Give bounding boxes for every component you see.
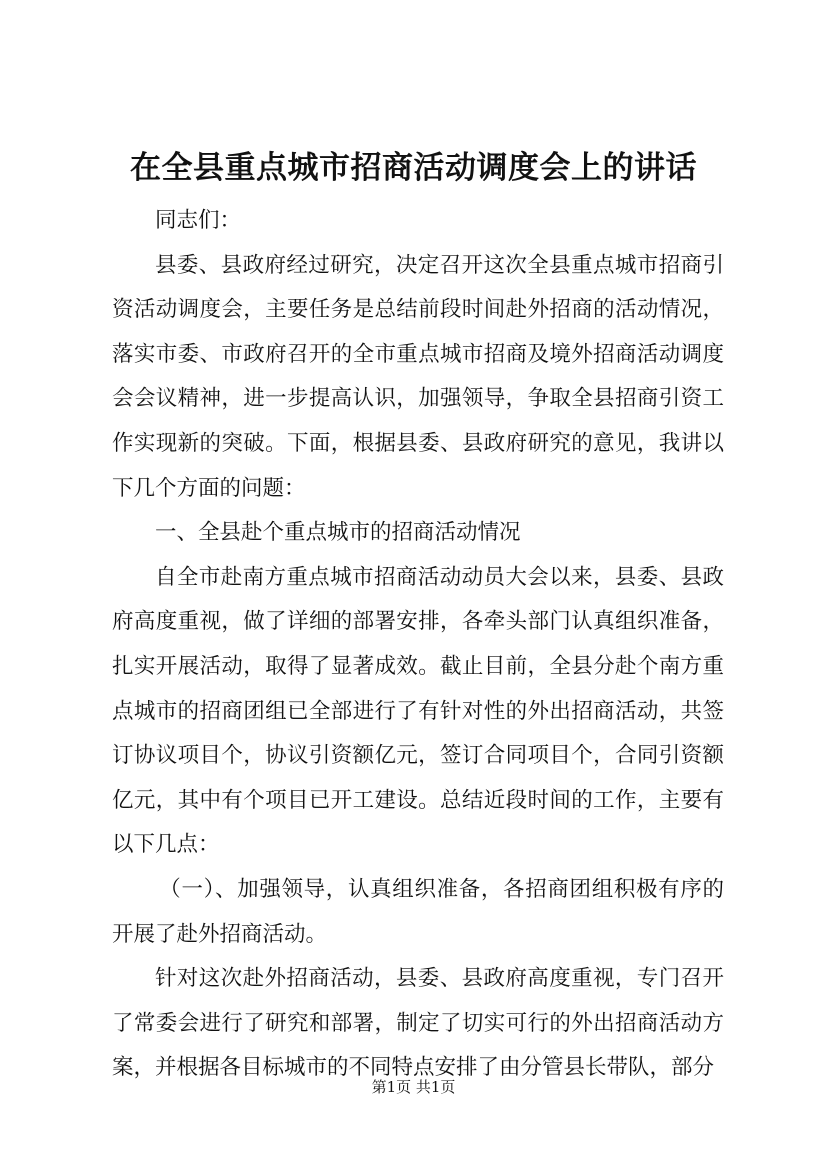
salutation: 同志们： [155,208,242,233]
subsection-heading-1: （一）、加强领导，认真组织准备，各招商团组积极有序的开展了赴外招商活动。 [112,876,724,947]
paragraph-summary: 自全市赴南方重点城市招商活动动员大会以来，县委、县政府高度重视，做了详细的部署安排，各牵头部门认真组织准备，扎实开展活动，取得了显著成效。截止目前，全县分赴个南方重点城市的招商团组已全部进行了有针对性的外出招商活动，共签订协议项目个，协议引资额亿元，签订合同项目个，合同引资额亿元，其中有个项目已开工建设。总结近段时间的工作，主要有以下几点： [112,564,724,858]
document-body [112,199,724,1091]
paragraph-details: 针对这次赴外招商活动，县委、县政府高度重视，专门召开了常委会进行了研究和部署，制定了切实可行的外出招商活动方案，并根据各目标城市的不同特点安排了由分管县长带队，部分 [112,966,724,1081]
section-heading-1: 一、全县赴个重点城市的招商活动情况 [155,520,521,546]
document-title: 在全县重点城市招商活动调度会上的讲话 [130,150,697,186]
page-footer: 第1页 共1页 [371,1078,456,1096]
paragraph-intro: 县委、县政府经过研究，决定召开这次全县重点城市招商引资活动调度会，主要任务是总结前段时间赴外招商的活动情况，落实市委、市政府召开的全市重点城市招商及境外招商活动调度会会议精神，进一步提高认识，加强领导，争取全县招商引资工作实现新的突破。下面，根据县委、县政府研究的意见，我讲以下几个方面的问题： [112,252,724,501]
